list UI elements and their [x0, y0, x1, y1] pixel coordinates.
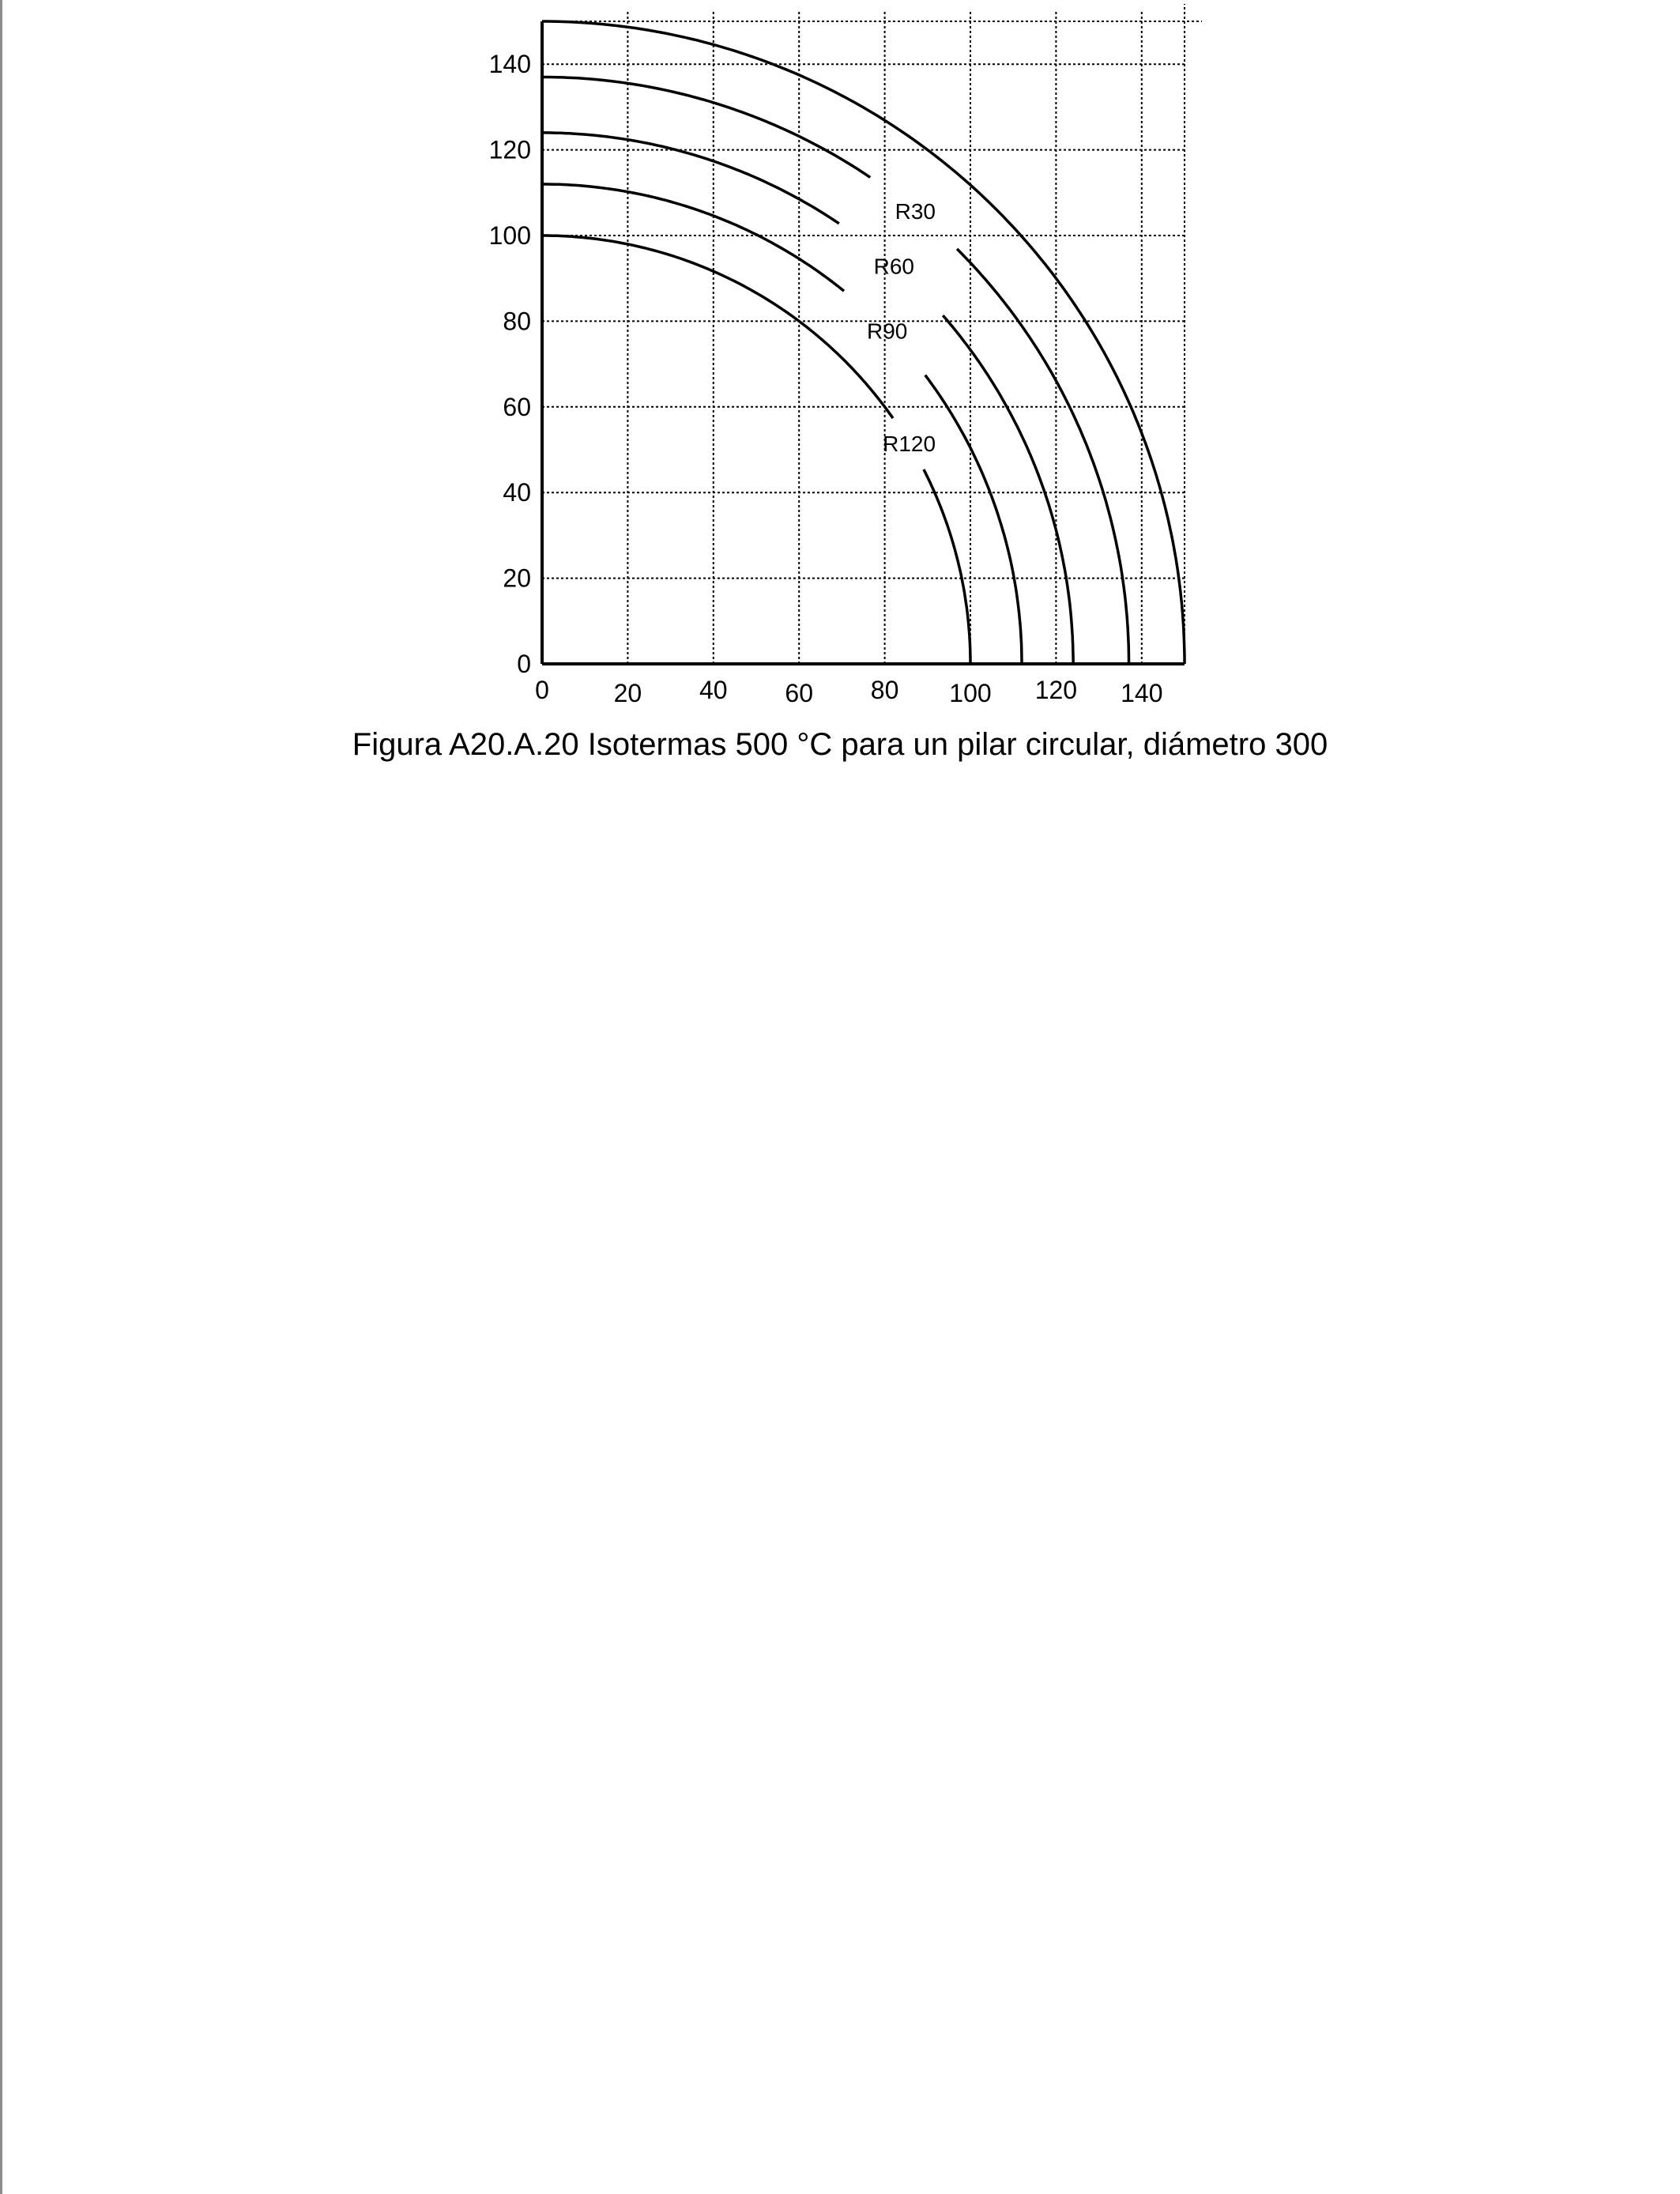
y-tick-label-120: 120	[488, 135, 531, 164]
y-tick-label-100: 100	[488, 221, 531, 250]
y-tick-label-40: 40	[503, 478, 531, 507]
isotherm-r120-upper-arc	[542, 236, 893, 418]
x-tick-label-0: 0	[535, 676, 549, 704]
x-tick-label-80: 80	[870, 676, 899, 704]
x-tick-label-140: 140	[1121, 679, 1163, 707]
isotherm-chart	[0, 0, 1680, 727]
isotherm-r60-lower-arc	[943, 315, 1073, 664]
chart-series	[542, 21, 1185, 664]
chart-tick-labels	[489, 50, 1163, 707]
x-tick-label-100: 100	[949, 679, 992, 707]
isotherm-r60-label: R60	[873, 254, 915, 279]
chart-axes	[542, 21, 1185, 664]
isotherm-r30-upper-arc	[542, 77, 870, 178]
isotherm-r120-lower-arc	[924, 469, 970, 664]
y-tick-label-20: 20	[503, 564, 531, 593]
isotherm-r120-label: R120	[883, 431, 936, 456]
x-tick-label-40: 40	[699, 676, 728, 704]
isotherm-r90-label: R90	[866, 319, 908, 344]
y-tick-label-80: 80	[503, 307, 531, 336]
isotherm-r30-label: R30	[895, 199, 936, 224]
isotherm-outer-boundary	[542, 21, 1185, 664]
figure-caption: Figura A20.A.20 Isotermas 500 °C para un pilar circular, diámetro 300	[352, 727, 1328, 762]
isotherm-r30-lower-arc	[957, 249, 1128, 664]
x-tick-label-60: 60	[785, 679, 813, 707]
y-tick-label-60: 60	[503, 392, 531, 421]
y-tick-label-140: 140	[488, 50, 531, 79]
isotherm-r90-lower-arc	[925, 375, 1022, 664]
isotherm-r60-upper-arc	[542, 133, 839, 224]
x-tick-label-20: 20	[613, 679, 642, 707]
chart-series-labels	[867, 199, 936, 456]
y-tick-label-0: 0	[517, 650, 531, 678]
x-tick-label-120: 120	[1034, 676, 1078, 704]
